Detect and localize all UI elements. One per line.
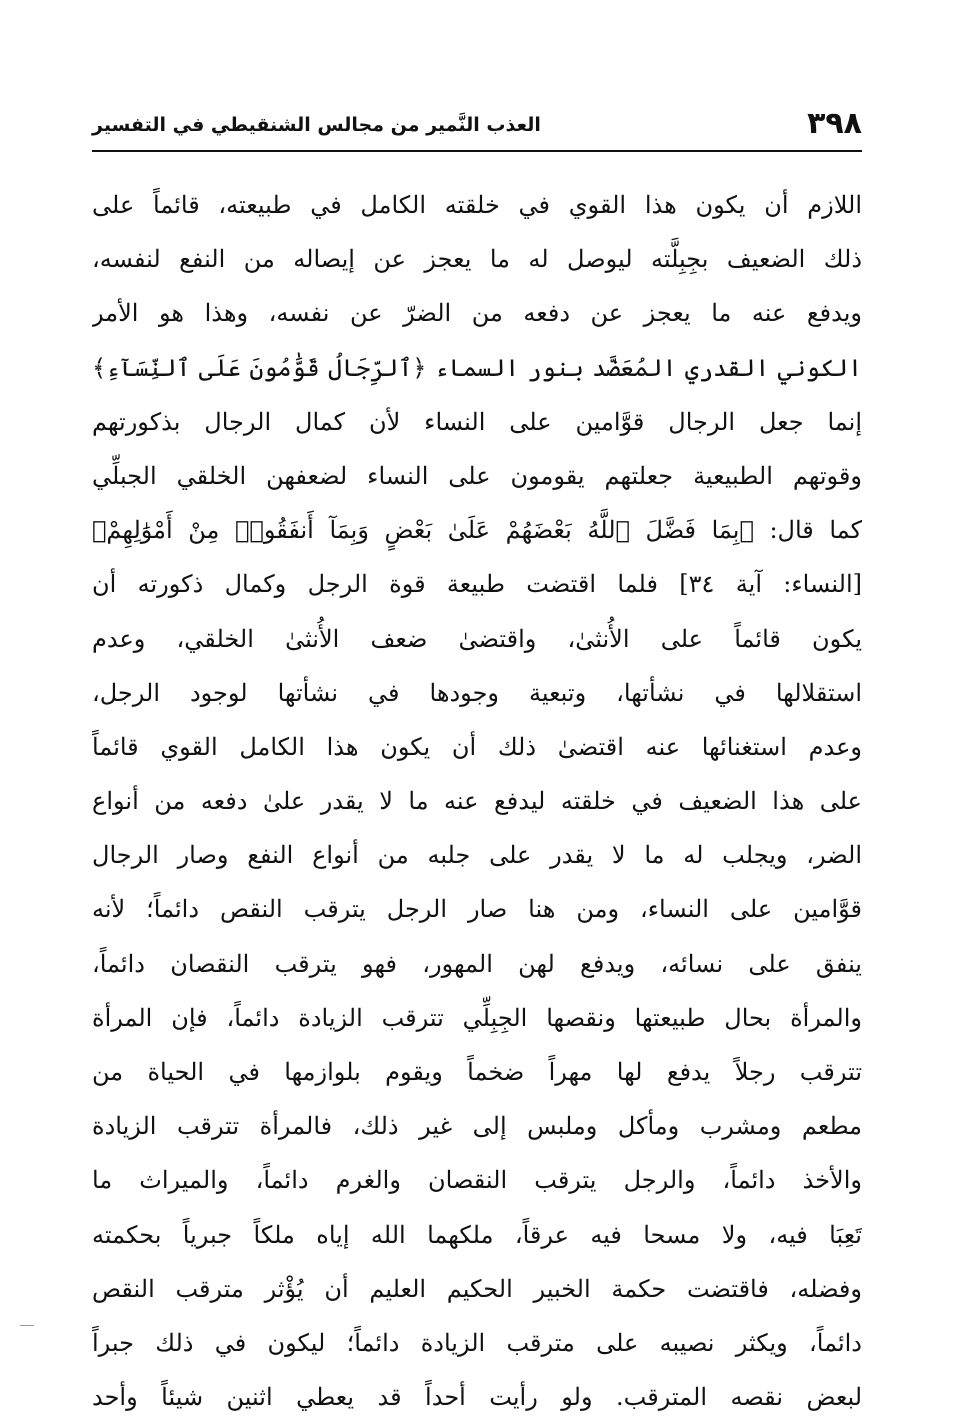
text-line: وقوتهم الطبيعية جعلتهم يقومون على النساء لضعفهن الخلقي الجبلِّي bbox=[92, 461, 862, 490]
text-line: إنما جعل الرجال قوَّامين على النساء لأن كمال الرجال بذكورتهم bbox=[92, 407, 862, 436]
scan-margin-mark bbox=[20, 1325, 34, 1326]
running-title: العذب النَّمير من مجالس الشنقيطي في التفسير bbox=[92, 114, 541, 136]
text-line: [النساء: آية ٣٤] فلما اقتضت طبيعة قوة الرجل وكمال ذكورته أن bbox=[92, 570, 862, 599]
text-line: قوَّامين على النساء، ومن هنا صار الرجل يترقب النقص دائماً؛ لأنه bbox=[92, 895, 862, 924]
page-number: ٣٩٨ bbox=[807, 106, 862, 141]
text-line: مطعم ومشرب ومأكل وملبس إلى غير ذلك، فالمرأة تترقب الزيادة bbox=[92, 1112, 862, 1141]
text-line: تَعِبَا فيه، ولا مسحا فيه عرقاً، ملكهما الله إياه ملكاً جبرياً بحكمته bbox=[92, 1220, 862, 1249]
text-line: وعدم استغنائها عنه اقتضىٰ ذلك أن يكون هذا الكامل القوي قائماً bbox=[92, 732, 862, 761]
text-line-quran: الكوني القدري المُعَضَّد بنور السماء ﴿ٱلرِّجَالُ قَوَّٰمُونَ عَلَى ٱلنِّسَآءِ﴾ bbox=[92, 353, 862, 382]
text-line: تترقب رجلاً يدفع لها مهراً ضخماً ويقوم بلوازمها في الحياة من bbox=[92, 1058, 862, 1086]
text-line: والمرأة بحال طبيعتها ونقصها الجِبِلِّي تترقب الزيادة دائماً، فإن المرأة bbox=[92, 1003, 862, 1032]
text-line: يكون قائماً على الأُنثىٰ، واقتضىٰ ضعف الأُنثىٰ الخلقي، وعدم bbox=[92, 624, 862, 653]
text-line: لبعض نقصه المترقب. ولو رأيت أحداً قد يعطي اثنين شيئاً وأحد bbox=[92, 1383, 862, 1412]
text-line: استقلالها في نشأتها، وتبعية وجودها في نشأتها لوجود الرجل، bbox=[92, 678, 862, 707]
text-line: ذلك الضعيف بجِبِلَّته ليوصل له ما يعجز عن إيصاله من النفع لنفسه، bbox=[92, 245, 862, 274]
page-header bbox=[92, 104, 862, 150]
text-line: وفضله، فاقتضت حكمة الخبير الحكيم العليم أن يُؤْثر مترقب النقص bbox=[92, 1274, 862, 1303]
header-rule bbox=[92, 150, 862, 152]
text-line: ويدفع عنه ما يعجز عن دفعه من الضرّ عن نفسه، وهذا هو الأمر bbox=[92, 299, 862, 328]
text-line: على هذا الضعيف في خلقته ليدفع عنه ما لا يقدر علىٰ دفعه من أنواع bbox=[92, 787, 862, 816]
text-line: اللازم أن يكون هذا القوي في خلقته الكامل في طبيعته، قائماً على bbox=[92, 191, 862, 219]
text-line: الضر، ويجلب له ما لا يقدر على جلبه من أنواع النفع وصار الرجال bbox=[92, 841, 862, 870]
text-line: ينفق على نسائه، ويدفع لهن المهور، فهو يترقب النقصان دائماً، bbox=[92, 949, 862, 978]
body-text bbox=[92, 178, 862, 1424]
text-line-quran: كما قال: ﴿بِمَا فَضَّلَ ٱللَّهُ بَعْضَهُمْ عَلَىٰ بَعْضٍ وَبِمَآ أَنفَقُوا۟ مِنْ أَمْوَٰلِهِمْ﴾ bbox=[92, 516, 862, 545]
text-line: والأخذ دائماً، والرجل يترقب النقصان والغرم دائماً، والميراث ما bbox=[92, 1166, 862, 1195]
text-line: دائماً، ويكثر نصيبه على مترقب الزيادة دائماً؛ ليكون في ذلك جبراً bbox=[92, 1328, 862, 1357]
